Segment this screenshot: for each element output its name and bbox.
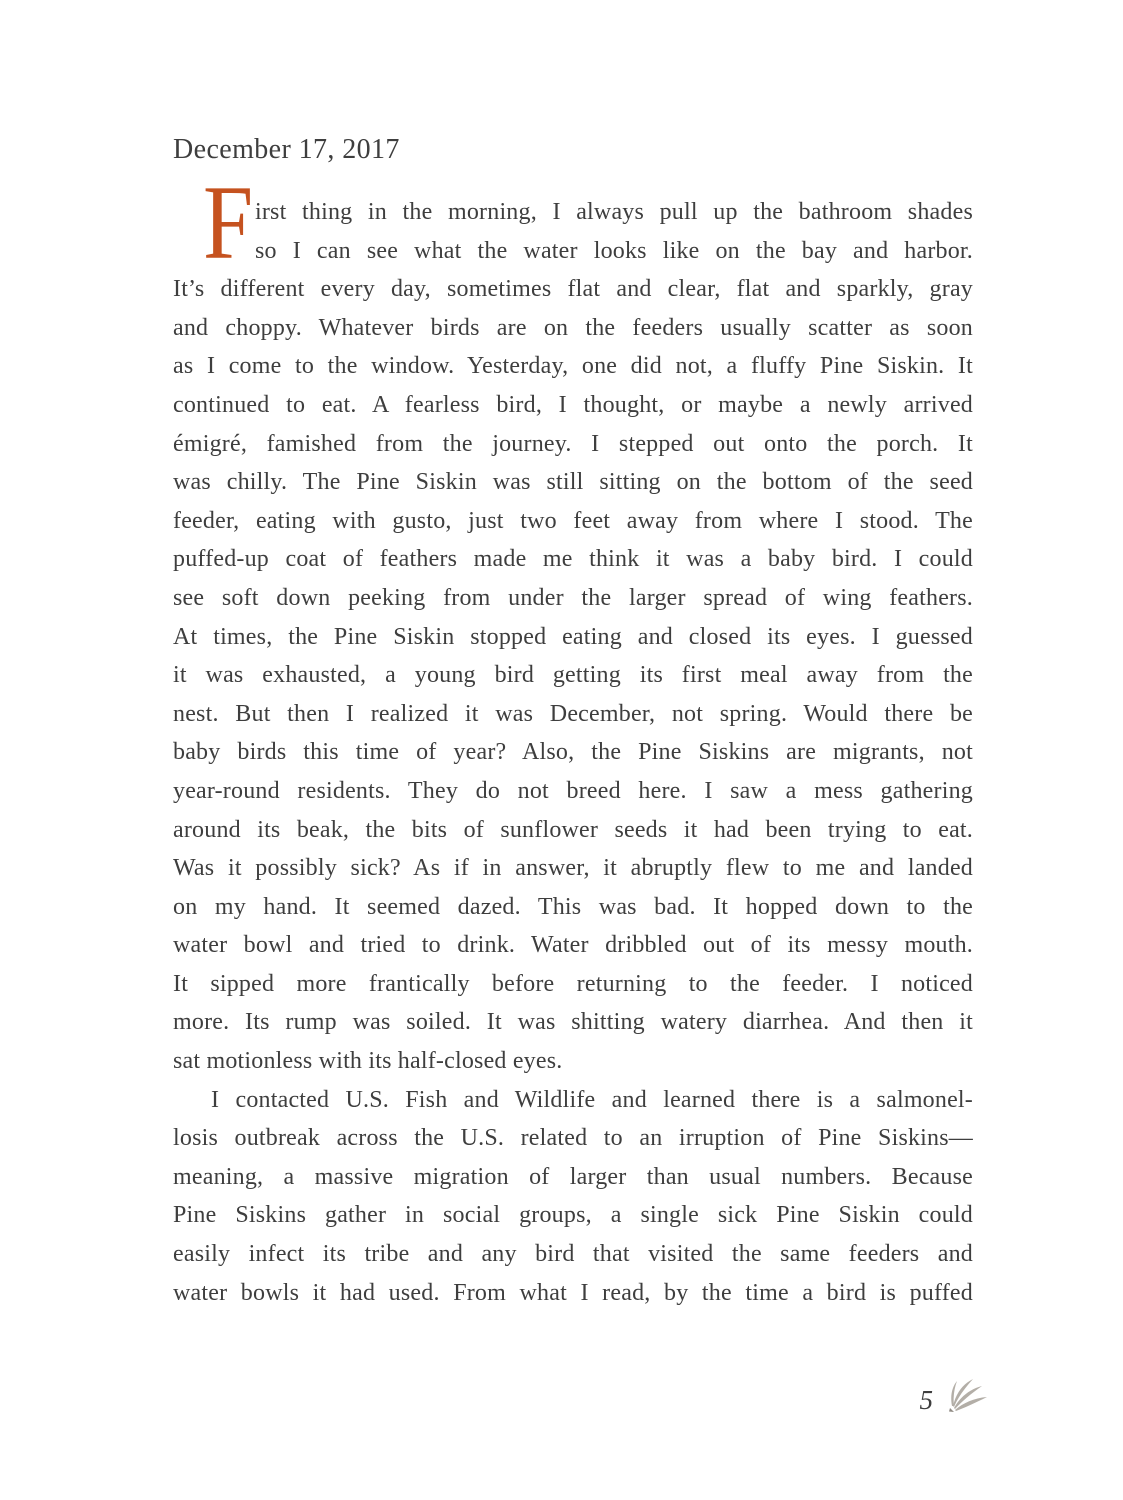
text-line: and choppy. Whatever birds are on the feeders usually scatter as soon [173, 314, 973, 341]
text-line: as I come to the window. Yesterday, one did not, a fluffy Pine Siskin. It [173, 353, 973, 380]
text-line: puffed-up coat of feathers made me think it was a baby bird. I could [173, 546, 973, 573]
feather-fan-icon [944, 1376, 990, 1416]
page-footer [920, 1376, 991, 1416]
text-line: continued to eat. A fearless bird, I thought, or maybe a newly arrived [173, 391, 973, 418]
text-line: Was it possibly sick? As if in answer, it abruptly flew to me and landed [173, 855, 973, 882]
text-line: sat motionless with its half-closed eyes. [173, 1048, 563, 1075]
text-line: year-round residents. They do not breed here. I saw a mess gathering [173, 777, 973, 804]
text-line: more. Its rump was soiled. It was shitting watery diarrhea. And then it [173, 1009, 973, 1036]
text-line: nest. But then I realized it was December, not spring. Would there be [173, 700, 973, 727]
text-line: so I can see what the water looks like on the bay and harbor. [255, 237, 973, 264]
text-line: meaning, a massive migration of larger than usual numbers. Because [173, 1163, 973, 1190]
text-line: water bowl and tried to drink. Water dribbled out of its messy mouth. [173, 932, 973, 959]
text-line: Pine Siskins gather in social groups, a single sick Pine Siskin could [173, 1202, 973, 1229]
text-line: baby birds this time of year? Also, the Pine Siskins are migrants, not [173, 739, 973, 766]
text-line: It sipped more frantically before returning to the feeder. I noticed [173, 970, 973, 997]
text-line: on my hand. It seemed dazed. This was bad. It hopped down to the [173, 893, 973, 920]
text-line: At times, the Pine Siskin stopped eating and closed its eyes. I guessed [173, 623, 973, 650]
text-line: it was exhausted, a young bird getting its first meal away from the [173, 662, 973, 689]
text-line: émigré, famished from the journey. I stepped out onto the porch. It [173, 430, 973, 457]
page-content [173, 133, 973, 1312]
text-line: around its beak, the bits of sunflower seeds it had been trying to eat. [173, 816, 973, 843]
text-line: water bowls it had used. From what I read, by the time a bird is puffed [173, 1279, 973, 1306]
text-line: I contacted U.S. Fish and Wildlife and learned there is a salmonel- [211, 1086, 973, 1113]
entry-date-heading: December 17, 2017 [173, 134, 400, 165]
drop-cap: F [203, 164, 254, 281]
text-line: irst thing in the morning, I always pull up the bathroom shades [255, 199, 973, 225]
page-number: 5 [919, 1384, 933, 1415]
text-line: easily infect its tribe and any bird that visited the same feeders and [173, 1241, 973, 1268]
text-line: It’s different every day, sometimes flat and clear, flat and sparkly, gray [173, 276, 973, 303]
text-line: losis outbreak across the U.S. related to an irruption of Pine Siskins— [173, 1125, 973, 1152]
body-text [173, 164, 973, 1312]
paragraph [173, 164, 973, 1081]
paragraph [173, 1081, 973, 1313]
text-line: feeder, eating with gusto, just two feet away from where I stood. The [173, 507, 973, 534]
text-line: was chilly. The Pine Siskin was still sitting on the bottom of the seed [173, 469, 973, 496]
text-line: see soft down peeking from under the larger spread of wing feathers. [173, 584, 973, 611]
